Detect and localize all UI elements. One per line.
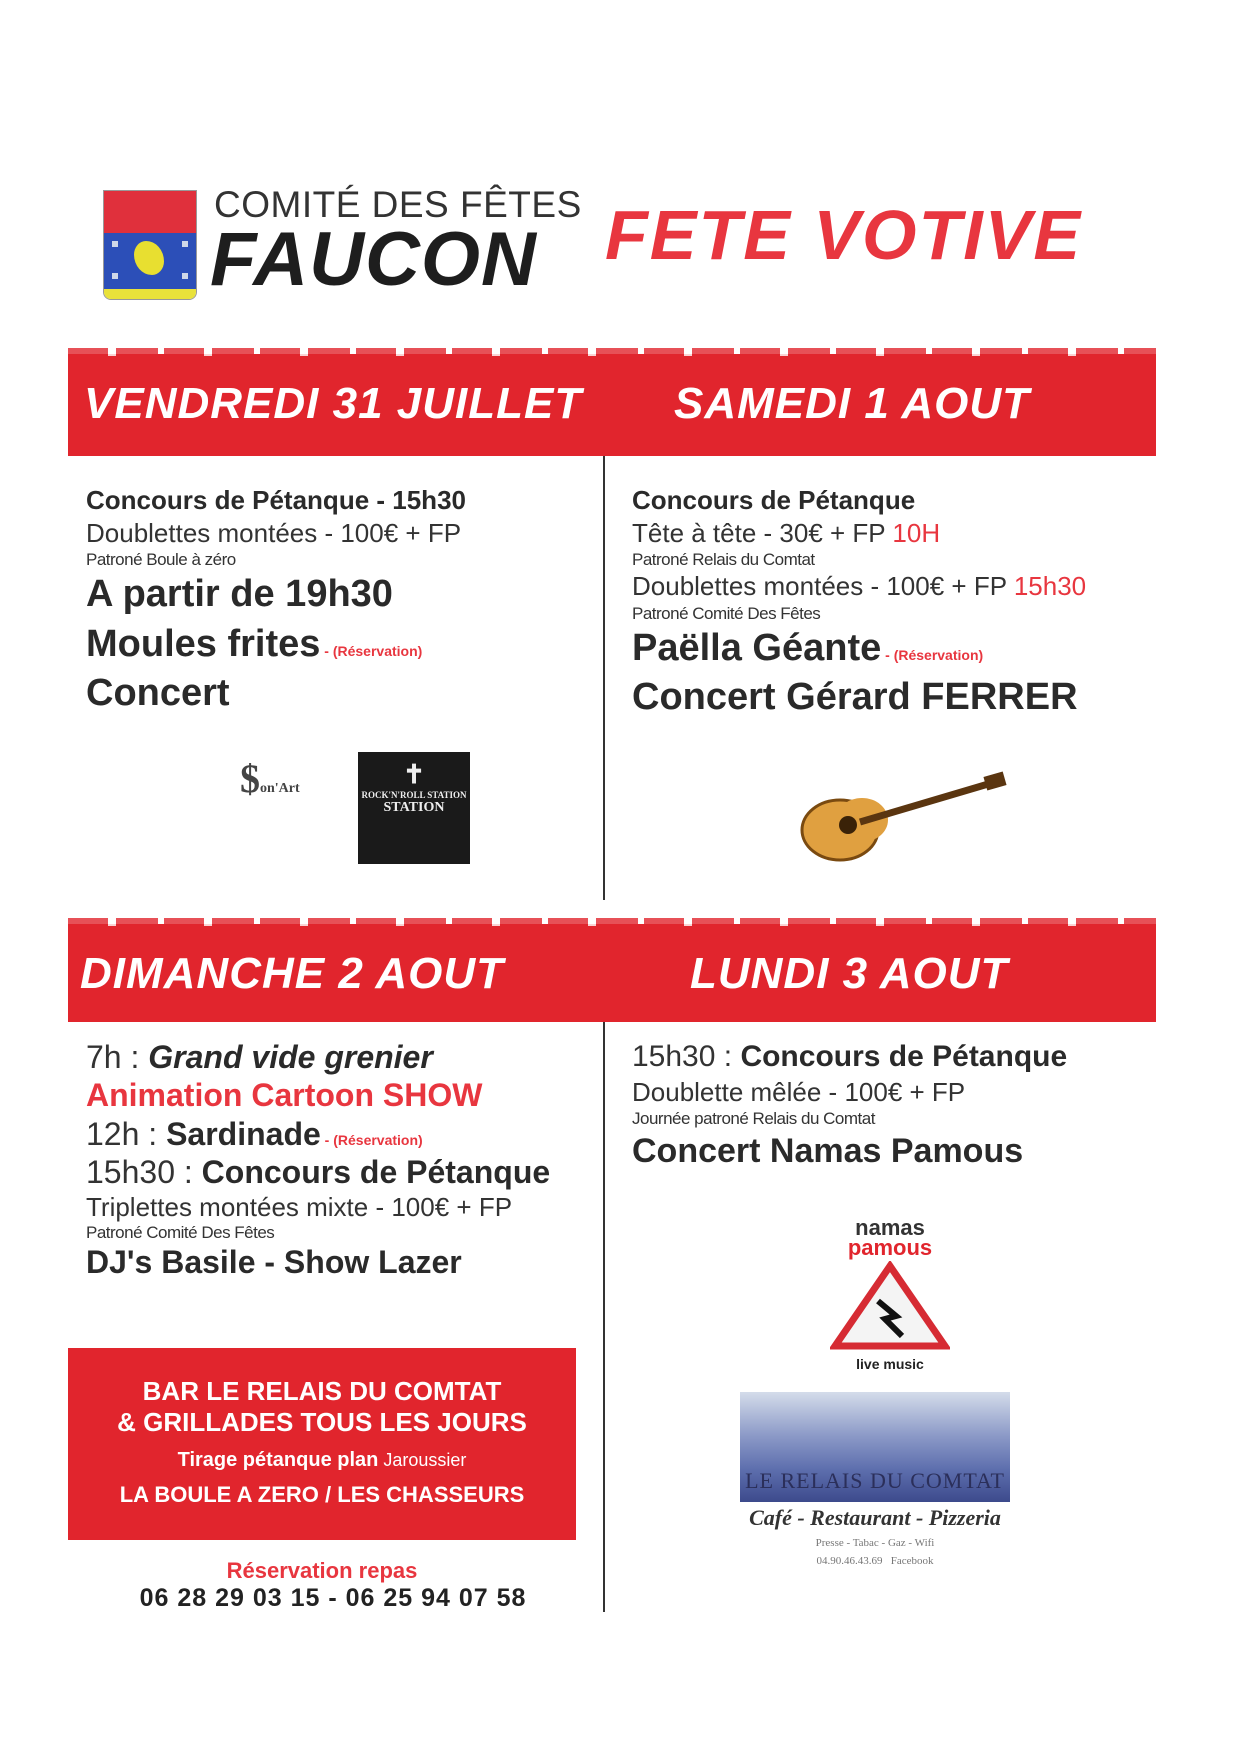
time: 15h30 :	[632, 1040, 741, 1073]
day-title-friday: VENDREDI 31 JUILLET	[84, 379, 583, 428]
event-title: FETE VOTIVE	[605, 196, 1083, 274]
reservation-note: - (Réservation)	[320, 1131, 423, 1148]
sunday-dj: DJ's Basile - Show Lazer	[86, 1244, 462, 1281]
sunday-sardinade: Sardinade	[166, 1115, 321, 1152]
sunday-petanque-detail: Triplettes montées mixte - 100€ + FP	[86, 1191, 513, 1222]
bar-line: BAR LE RELAIS DU COMTAT	[142, 1376, 502, 1406]
sunday-animation: Animation Cartoon SHOW	[86, 1077, 483, 1114]
sunday-petanque: Concours de Pétanque	[201, 1154, 551, 1191]
saturday-meal: Paëlla Géante	[632, 627, 882, 669]
saturday-sponsor-2: Patroné Comité Des Fêtes	[632, 603, 821, 623]
day-banner-top	[68, 354, 1156, 456]
falcon-icon	[134, 241, 164, 275]
sponsors-line: LA BOULE A ZERO / LES CHASSEURS	[119, 1482, 525, 1508]
sunday-program	[86, 1038, 606, 1282]
friday-program	[86, 484, 596, 718]
tirage-line: Tirage pétanque plan	[177, 1449, 379, 1472]
saturday-program	[632, 484, 1162, 723]
time: 7h :	[86, 1039, 149, 1075]
friday-meal: Moules frites	[86, 622, 321, 665]
band-logo-sonart: $on'Art	[240, 756, 300, 801]
time: 15h30 :	[86, 1154, 202, 1191]
monday-petanque-detail: Doublette mêlée - 100€ + FP	[632, 1076, 966, 1107]
relais-details: Presse - Tabac - Gaz - Wifi 04.90.46.43.69 Facebook	[815, 1537, 935, 1567]
reservation-note: - (Réservation)	[320, 642, 423, 659]
day-banner-bottom	[68, 924, 1156, 1022]
friday-petanque-detail: Doublettes montées - 100€ + FP	[86, 517, 462, 548]
town-name: FAUCON	[210, 217, 537, 302]
day-title-saturday: SAMEDI 1 AOUT	[674, 379, 1031, 428]
warning-triangle-icon	[830, 1261, 950, 1351]
friday-sponsor: Patroné Boule à zéro	[86, 550, 236, 569]
guitar-icon	[790, 770, 1010, 880]
monday-sponsor: Journée patroné Relais du Comtat	[632, 1109, 875, 1128]
committee-name: COMITÉ DES FÊTES	[214, 184, 582, 225]
relais-du-comtat-logo: LE RELAIS DU COMTAT	[740, 1392, 1010, 1502]
sunday-vide-grenier: Grand vide grenier	[148, 1039, 433, 1075]
tirage-place: Jaroussier	[378, 1450, 467, 1471]
day-title-monday: LUNDI 3 AOUT	[690, 949, 1009, 998]
saturday-doublettes: Doublettes montées - 100€ + FP	[632, 571, 1014, 602]
time: 10H	[892, 517, 941, 548]
reservation-phones: 06 28 29 03 15 - 06 25 94 07 58	[139, 1584, 527, 1612]
monday-program	[632, 1038, 1152, 1173]
band-logo-rocknroll-station: ✝ ROCK'N'ROLL STATION STATION	[358, 752, 470, 864]
saturday-tete-a-tete: Tête à tête - 30€ + FP	[632, 517, 893, 548]
relais-subtitle: Café - Restaurant - Pizzeria	[749, 1505, 1001, 1530]
time: 15h30	[1013, 571, 1087, 602]
monday-petanque: Concours de Pétanque	[740, 1040, 1068, 1073]
monday-concert: Concert Namas Pamous	[632, 1132, 1024, 1171]
namas-pamous-logo: namas pamous live music	[820, 1215, 960, 1375]
saturday-petanque: Concours de Pétanque	[632, 485, 916, 515]
info-box	[68, 1348, 576, 1540]
saturday-sponsor-1: Patroné Relais du Comtat	[632, 550, 815, 569]
friday-concert: Concert	[86, 672, 230, 715]
time: 12h :	[86, 1115, 167, 1152]
coat-of-arms-icon	[103, 190, 197, 300]
column-divider	[603, 456, 605, 900]
friday-evening-time: A partir de 19h30	[86, 573, 393, 616]
grillades-line: & GRILLADES TOUS LES JOURS	[117, 1407, 527, 1438]
saturday-concert: Concert Gérard FERRER	[632, 676, 1078, 719]
sunday-sponsor: Patroné Comité Des Fêtes	[86, 1222, 275, 1242]
reservation-label: Réservation repas	[226, 1558, 418, 1583]
reservation-note: - (Réservation)	[881, 647, 984, 663]
day-title-sunday: DIMANCHE 2 AOUT	[80, 949, 505, 998]
friday-petanque: Concours de Pétanque - 15h30	[86, 485, 466, 515]
